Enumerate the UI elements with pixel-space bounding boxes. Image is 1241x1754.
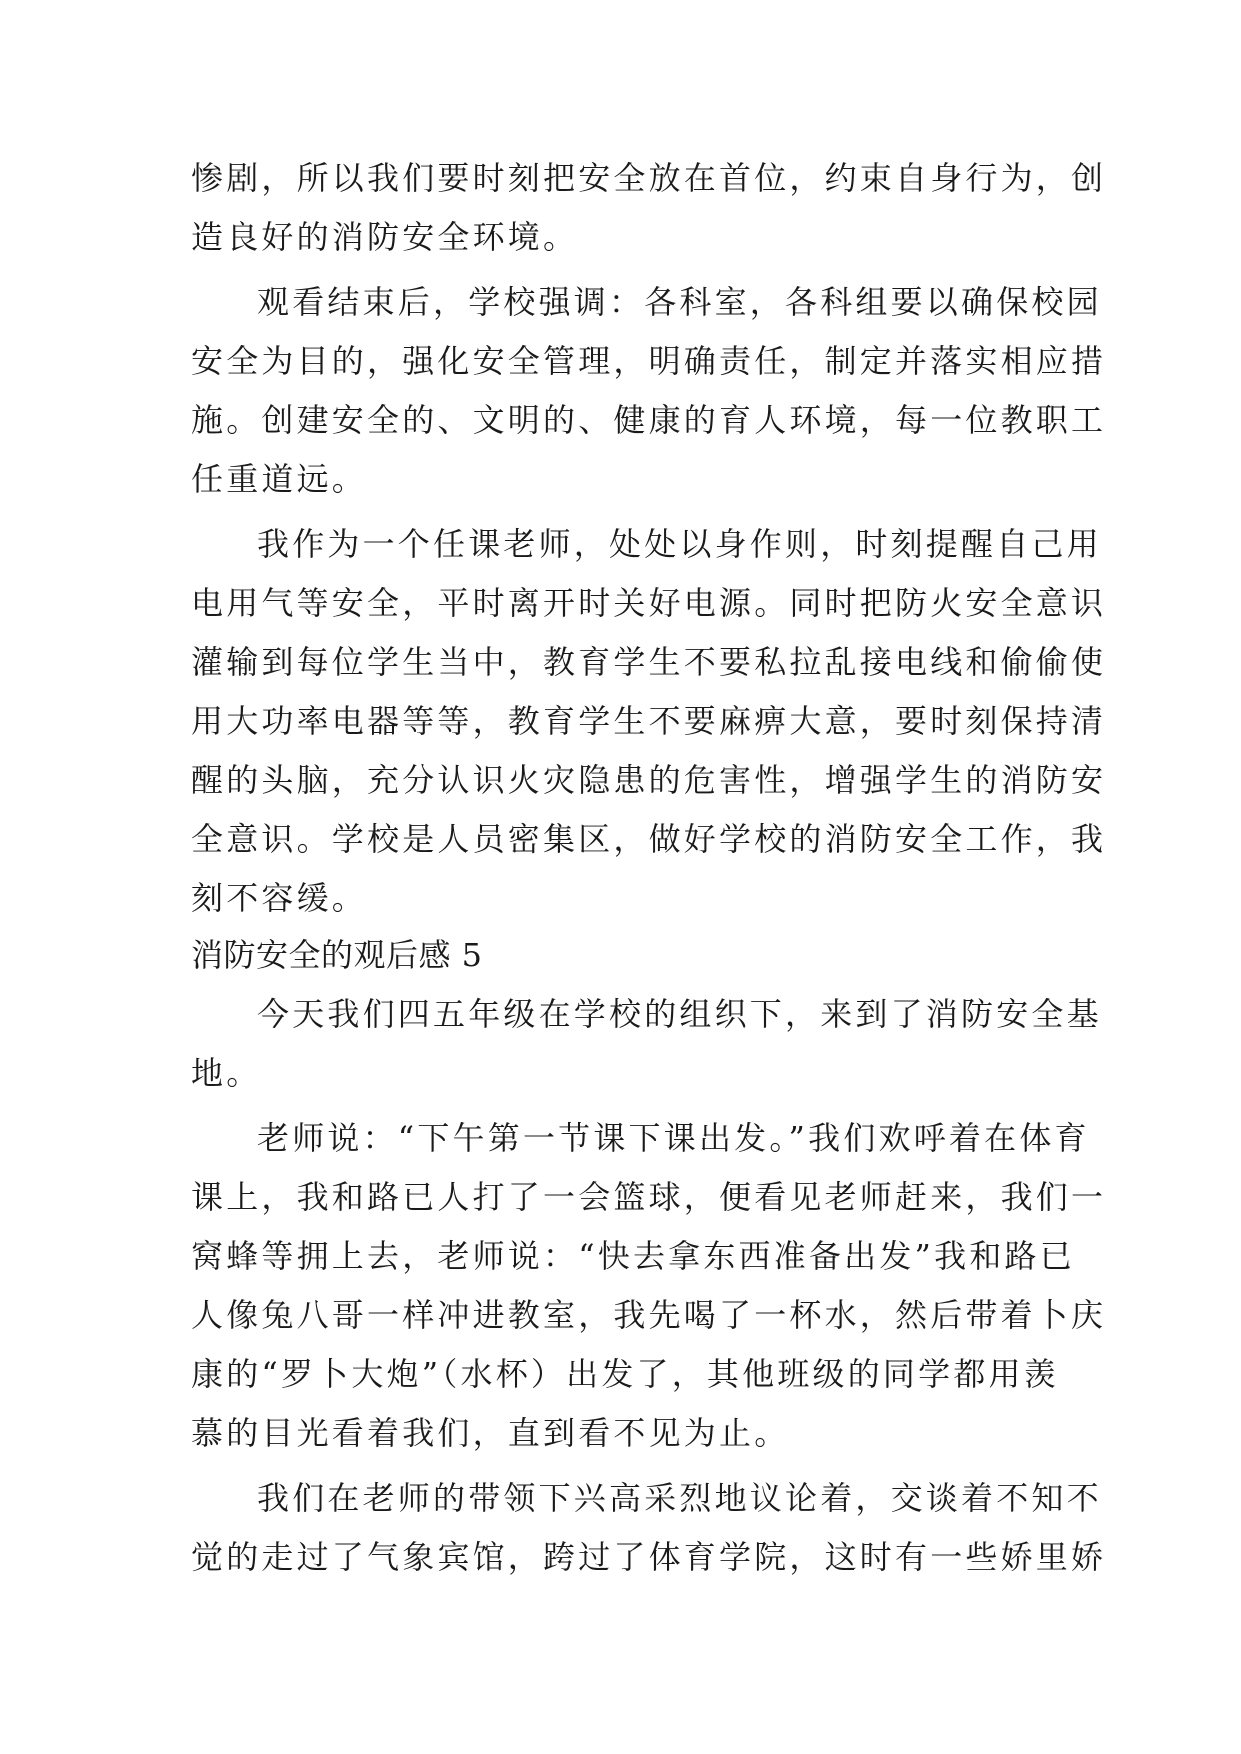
section-heading: 消防安全的观后感 5 bbox=[191, 936, 483, 974]
text-line: 灌输到每位学生当中，教育学生不要私拉乱接电线和偷偷使 bbox=[191, 643, 1107, 681]
text-line: 今天我们四五年级在学校的组织下，来到了消防安全基 bbox=[257, 995, 1102, 1033]
text-line: 老师说：“下午第一节课下课出发。”我们欢呼着在体育 bbox=[257, 1119, 1090, 1157]
text-line: 人像兔八哥一样冲进教室，我先喝了一杯水，然后带着卜庆 bbox=[191, 1296, 1107, 1334]
text-line: 造良好的消防安全环境。 bbox=[191, 218, 579, 256]
text-line: 用大功率电器等等，教育学生不要麻痹大意，要时刻保持清 bbox=[191, 702, 1107, 740]
text-line: 我们在老师的带领下兴高采烈地议论着，交谈着不知不 bbox=[257, 1479, 1102, 1517]
text-line: 窝蜂等拥上去，老师说：“快去拿东西准备出发”我和路已 bbox=[191, 1237, 1075, 1275]
text-line: 康的“罗卜大炮”（水杯）出发了，其他班级的同学都用羡 bbox=[191, 1355, 1059, 1393]
text-line: 课上，我和路已人打了一会篮球，便看见老师赶来，我们一 bbox=[191, 1178, 1107, 1216]
text-line: 全意识。学校是人员密集区，做好学校的消防安全工作，我 bbox=[191, 820, 1107, 858]
text-line: 惨剧，所以我们要时刻把安全放在首位，约束自身行为，创 bbox=[191, 159, 1107, 197]
text-line: 刻不容缓。 bbox=[191, 879, 368, 917]
text-line: 任重道远。 bbox=[191, 460, 368, 498]
text-line: 地。 bbox=[191, 1054, 262, 1092]
text-line: 电用气等安全，平时离开时关好电源。同时把防火安全意识 bbox=[191, 584, 1107, 622]
text-block-1 bbox=[191, 149, 1107, 1587]
text-line: 施。创建安全的、文明的、健康的育人环境，每一位教职工 bbox=[191, 401, 1107, 439]
text-line: 觉的走过了气象宾馆，跨过了体育学院，这时有一些娇里娇 bbox=[191, 1538, 1107, 1576]
text-line: 慕的目光看着我们，直到看不见为止。 bbox=[191, 1414, 790, 1452]
text-line: 安全为目的，强化安全管理，明确责任，制定并落实相应措 bbox=[191, 342, 1107, 380]
text-line: 观看结束后，学校强调：各科室，各科组要以确保校园 bbox=[257, 283, 1102, 321]
text-line: 醒的头脑，充分认识火灾隐患的危害性，增强学生的消防安 bbox=[191, 761, 1107, 799]
text-line: 我作为一个任课老师，处处以身作则，时刻提醒自己用 bbox=[257, 525, 1102, 563]
